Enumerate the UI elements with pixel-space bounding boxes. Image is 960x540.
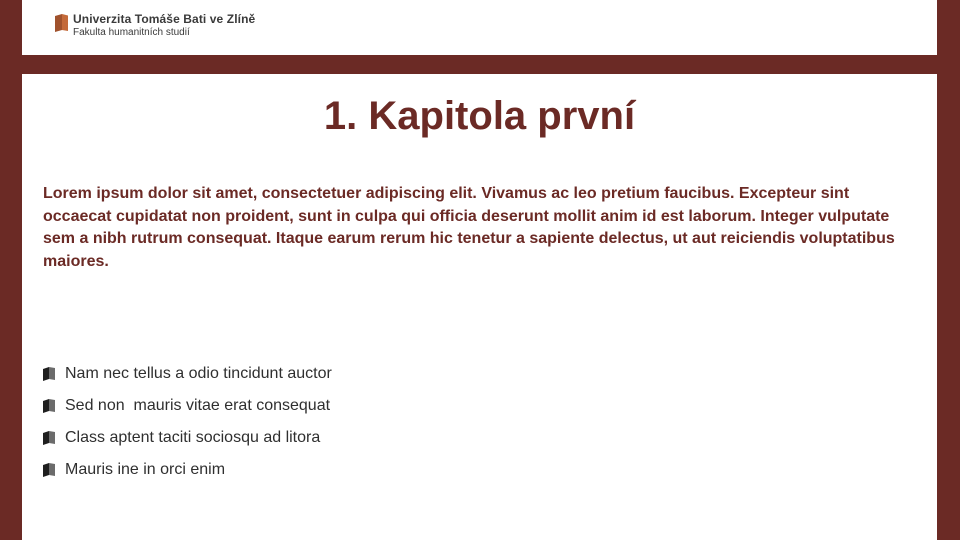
university-name: Univerzita Tomáše Bati ve Zlíně [73,12,256,26]
list-item [43,390,332,422]
bullet-text: Mauris ine in orci enim [65,461,226,478]
book-logo-icon [55,14,68,32]
bullet-list [43,358,332,486]
book-bullet-icon [43,367,55,381]
body-paragraph: Lorem ipsum dolor sit amet, consectetuer adipiscing elit. Vivamus ac leo pretium faucibus. Excepteur sint occaecat cupidatat non proident, sunt in culpa qui officia deserunt mollit anim id est laborum. Integer vulputate sem a nibh rutrum consequat. Itaque earum rerum hic tenetur a sapiente delectus, ut aut reiciendis voluptatibus maiores. [43,185,895,270]
slide-title: 1. Kapitola první [323,94,636,138]
list-item [43,454,332,486]
bullet-text: Nam nec tellus a odio tincidunt auctor [65,365,332,382]
list-item [43,358,332,390]
book-bullet-icon [43,463,55,477]
university-logo[interactable] [55,13,255,38]
content-panel [22,74,937,540]
header-band [22,0,937,55]
bullet-text: Class aptent taciti sociosqu ad litora [65,429,321,446]
book-bullet-icon [43,399,55,413]
list-item [43,422,332,454]
faculty-name: Fakulta humanitních studií [73,26,190,38]
bullet-text: Sed non mauris vitae erat consequat [65,397,331,414]
logo-text [73,13,255,38]
book-bullet-icon [43,431,55,445]
